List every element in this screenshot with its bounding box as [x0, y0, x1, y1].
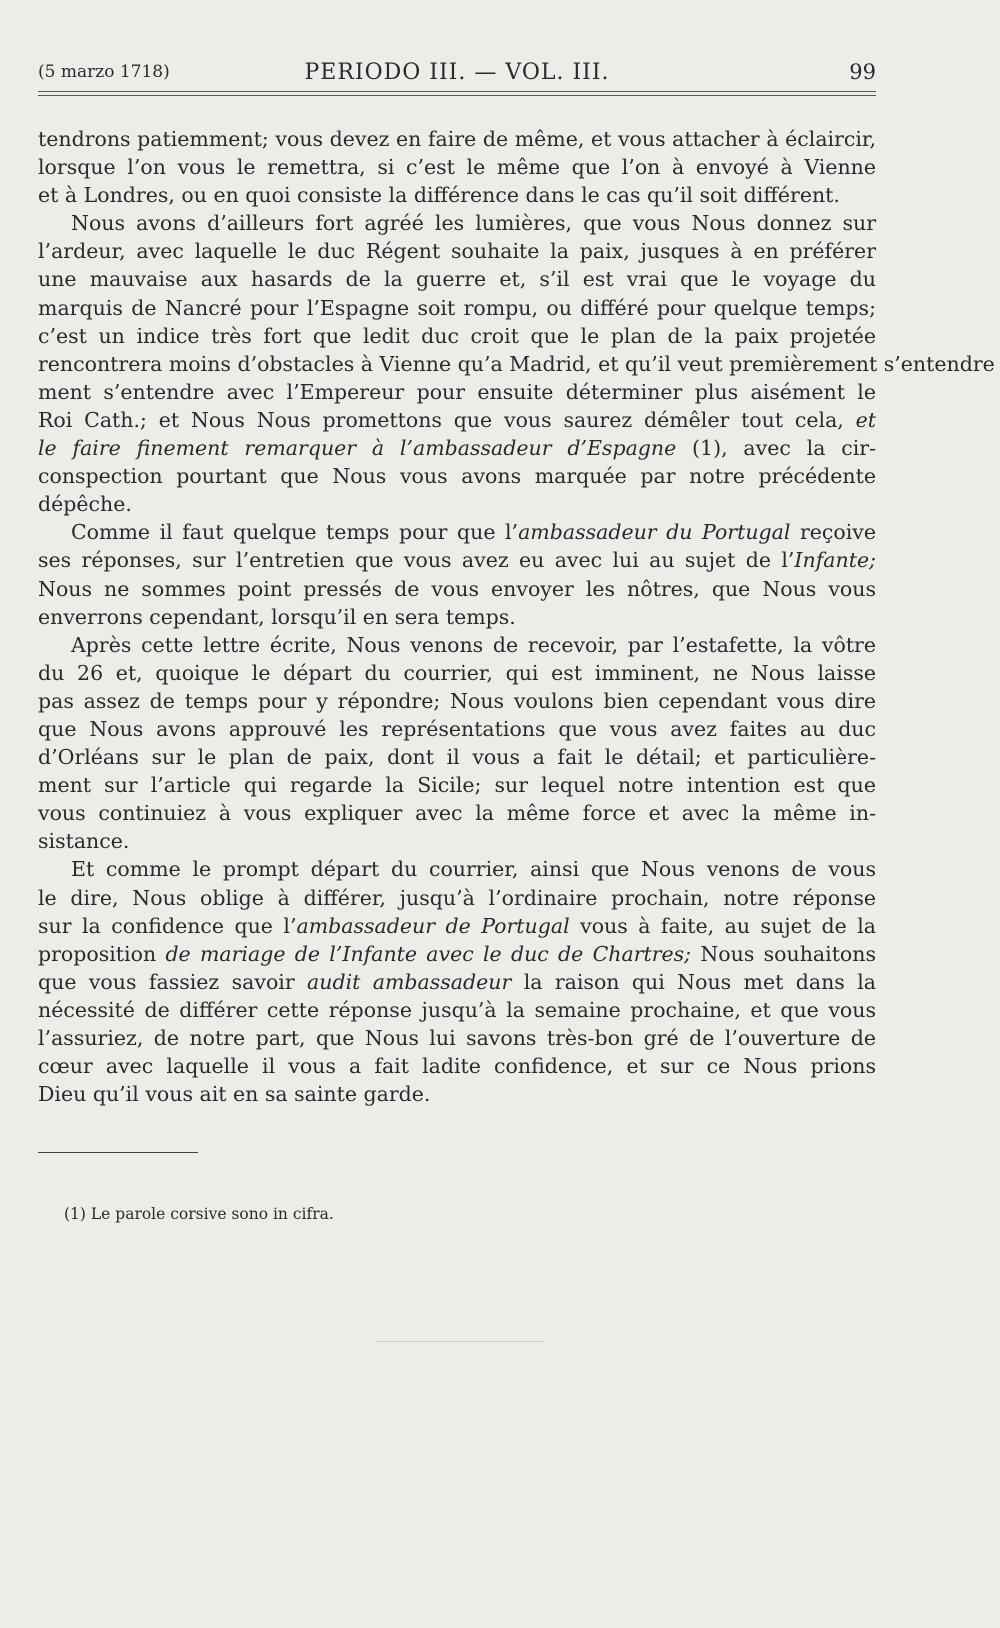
text-line: pas assez de temps pour y répondre; Nous voulons bien cependant vous dire: [38, 688, 876, 713]
text-line: c’est un indice très fort que ledit duc croit que le plan de la paix projetée: [38, 323, 876, 348]
text-line: le dire, Nous oblige à différer, jusqu’à l’ordinaire prochain, notre réponse: [38, 885, 876, 910]
text-line: marquis de Nancré pour l’Espagne soit rompu, ou différé pour quelque temps;: [38, 295, 876, 320]
header-title: PERIODO III. — VOL. III.: [304, 60, 610, 85]
text-line: ment sur l’article qui regarde la Sicile; sur lequel notre intention est que: [38, 773, 876, 798]
text-line: l’ardeur, avec laquelle le duc Régent souhaite la paix, jusques à en préférer: [38, 239, 876, 264]
text-line: Après cette lettre écrite, Nous venons de recevoir, par l’estafette, la vôtre: [71, 632, 876, 657]
running-header: [38, 60, 876, 88]
text-line: Nous ne sommes point pressés de vous envoyer les nôtres, que Nous vous: [38, 576, 876, 601]
footnote-rule: [38, 1152, 198, 1153]
header-date: (5 marzo 1718): [38, 62, 170, 82]
text-line: proposition de mariage de l’Infante avec le duc de Chartres; Nous souhaitons: [38, 941, 877, 966]
text-line: Dieu qu’il vous ait en sa sainte garde.: [38, 1082, 431, 1107]
text-line: le faire finement remarquer à l’ambassadeur d’Espagne (1), avec la cir-: [38, 436, 876, 461]
text-line: une mauvaise aux hasards de la guerre et, s’il est vrai que le voyage du: [38, 267, 876, 292]
text-line: du 26 et, quoique le départ du courrier, qui est imminent, ne Nous laisse: [38, 660, 876, 685]
text-line: ses réponses, sur l’entretien que vous avez eu avec lui au sujet de l’Infante;: [38, 548, 876, 573]
text-line: que Nous avons approuvé les représentations que vous avez faites au duc: [38, 716, 876, 741]
text-line: sistance.: [38, 829, 130, 854]
show-through-rule: [375, 1341, 545, 1342]
text-line: rencontrera moins d’obstacles à Vienne qu’a Madrid, et qu’il veut premièrement s’entendre: [38, 351, 995, 376]
text-line: l’assuriez, de notre part, que Nous lui savons très-bon gré de l’ouverture de: [38, 1026, 876, 1050]
page-number: 99: [849, 60, 876, 84]
text-line: Roi Cath.; et Nous Nous promettons que vous saurez démêler tout cela, et: [38, 407, 876, 432]
header-rule-secondary: [38, 95, 876, 96]
text-line: sur la confidence que l’ambassadeur de Portugal vous à faite, au sujet de la: [38, 913, 876, 938]
text-line: dépêche.: [38, 492, 132, 517]
text-line: d’Orléans sur le plan de paix, dont il vous a fait le détail; et particulière-: [38, 745, 876, 770]
letter-body: [38, 125, 995, 1108]
text-line: conspection pourtant que Nous vous avons marquée par notre précédente: [38, 464, 876, 489]
text-line: que vous fassiez savoir audit ambassadeur la raison qui Nous met dans la: [38, 969, 876, 994]
text-line: cœur avec laquelle il vous a fait ladite confidence, et sur ce Nous prions: [38, 1054, 876, 1079]
text-line: vous continuiez à vous expliquer avec la même force et avec la même in-: [38, 801, 876, 826]
text-line: nécessité de différer cette réponse jusqu’à la semaine prochaine, et que vous: [38, 997, 876, 1022]
text-line: Comme il faut quelque temps pour que l’ambassadeur du Portugal reçoive: [71, 520, 876, 545]
text-line: ment s’entendre avec l’Empereur pour ensuite déterminer plus aisément le: [38, 379, 876, 404]
footnote: (1) Le parole corsive sono in cifra.: [64, 1205, 334, 1223]
text-line: enverrons cependant, lorsqu’il en sera temps.: [38, 604, 516, 629]
header-rule: [38, 91, 876, 92]
text-line: et à Londres, ou en quoi consiste la différence dans le cas qu’il soit différent.: [38, 183, 840, 208]
text-line: Et comme le prompt départ du courrier, ainsi que Nous venons de vous: [71, 857, 876, 882]
text-line: Nous avons d’ailleurs fort agréé les lumières, que vous Nous donnez sur: [71, 211, 876, 236]
text-line: tendrons patiemment; vous devez en faire de même, et vous attacher à éclaircir,: [38, 127, 876, 151]
text-line: lorsque l’on vous le remettra, si c’est le même que l’on à envoyé à Vienne: [38, 155, 876, 180]
